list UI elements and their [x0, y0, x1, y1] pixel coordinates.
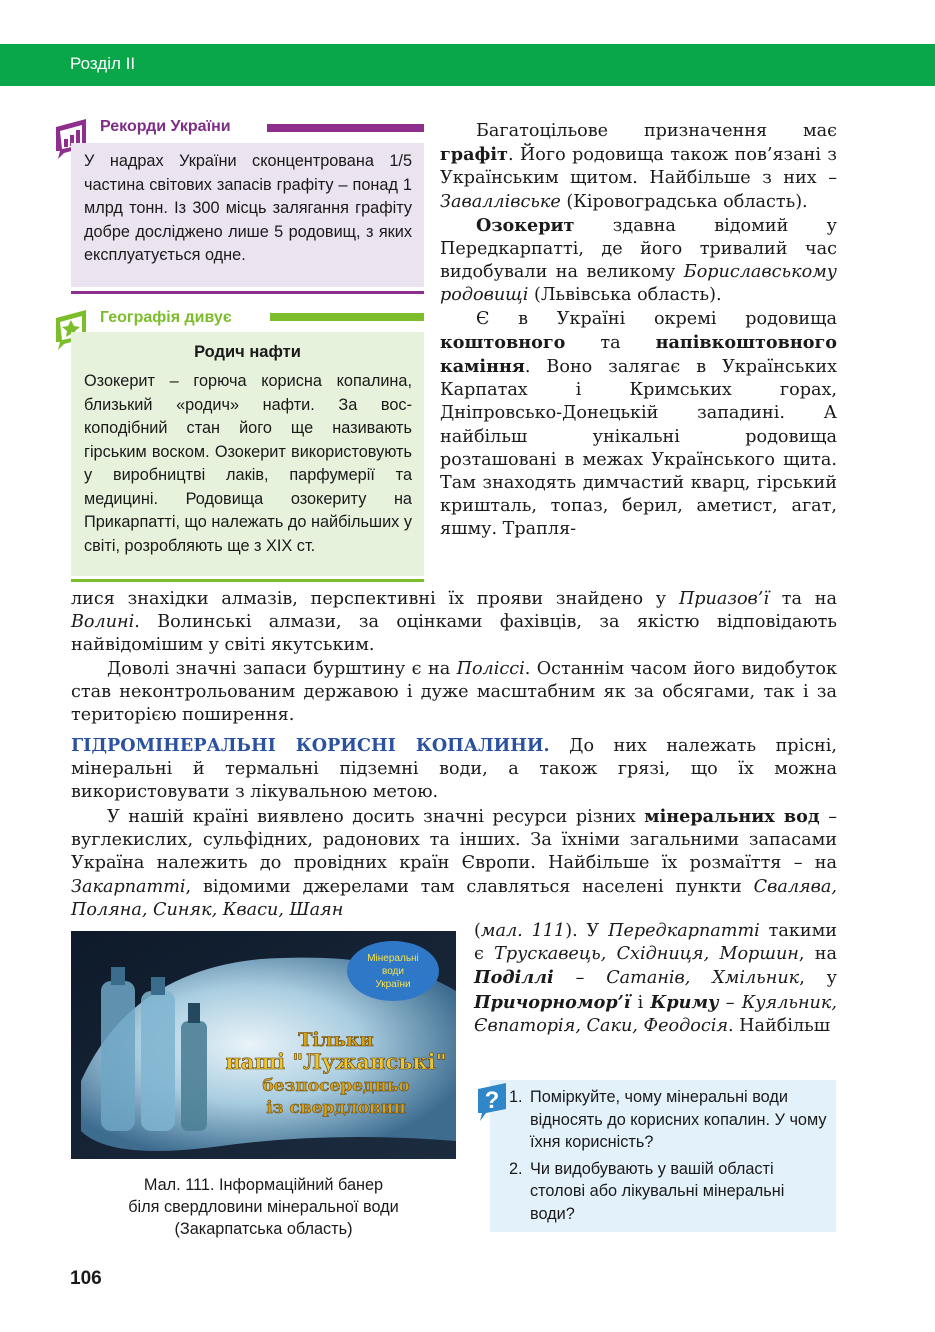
figure-reference: мал. 111 [480, 921, 566, 941]
paragraph-resorts [474, 920, 837, 1038]
text-run: такими є [474, 921, 838, 965]
text-run: , у [799, 968, 837, 989]
place-prychornomoria: Причорномор’ї [474, 991, 631, 1013]
text-run: До них належать прісні, мінеральні й термальні підземні води, а також грязі, що їх можна використовувати з лікувальною метою. [71, 736, 837, 803]
banner-photo [71, 931, 456, 1159]
question-number: 2. [509, 1159, 523, 1178]
records-title-line [267, 124, 424, 132]
banner-line-4: із свердловин [266, 1098, 406, 1118]
records-box-rule [71, 291, 424, 294]
figure-caption [71, 1174, 456, 1240]
place-pryazovia: Приазов’ї [678, 589, 770, 609]
text-run: . Воно залягає в Українських Карпатах і Кримських горах, Дніпровсько-Донецькій западині. А найбільш унікальні родовища розташовані в межах Українського щита. Там знаходять димчастий кварц, гірський кришталь, топаз, берил, аметист, агат, яшму. Трапля- [440, 357, 837, 540]
section-label: Розділ ІІ [70, 54, 136, 73]
place-zakarpattia: Закарпатті [71, 876, 186, 897]
geography-box-subtitle: Родич нафти [194, 343, 301, 361]
geography-title-line [270, 313, 424, 321]
text-run: . Останнім часом його видобуток став неконтрольованим державою і дуже масштабним як за обсягами, так і за територією поширення. [71, 658, 837, 726]
paragraph-diamonds [71, 588, 837, 658]
geography-box-title: Географія дивує [100, 309, 232, 326]
paragraph-hydromineral [71, 734, 837, 805]
place-volyn: Волині [71, 612, 135, 633]
text-run: здавна відомий у Передкарпатті, де його тривалий час видобували на великому [440, 215, 837, 283]
term-graphite: графіт [440, 144, 508, 166]
full-width-text-3 [71, 805, 837, 922]
text-run: – [553, 968, 607, 989]
place-crimea: Криму [650, 991, 719, 1013]
places-list-zakarpattia: Свалява, Поляна, Синяк, Кваси, Шаян [71, 876, 837, 920]
text-run: . Волинські алмази, за оцінками фахівців, за якістю відповідають найвідомішим у світі якутським. [71, 612, 837, 656]
question-text: Поміркуйте, чому мінеральні води відносять до корисних копалин. У чому їхня корисність? [530, 1088, 827, 1151]
caption-line-3: (Закарпатська область) [174, 1220, 353, 1238]
term-semiprecious-stones: напівкоштовного каміння [440, 331, 837, 378]
paragraph-graphite [440, 120, 837, 214]
question-number: 1. [509, 1088, 523, 1106]
caption-line-2: біля свердловини мінеральної води [128, 1198, 399, 1216]
right-column-text-2 [474, 920, 837, 1038]
questions-list [509, 1086, 829, 1229]
full-width-text-1 [71, 588, 837, 727]
question-text: Чи видобувають у вашій області столові або лікувальні мінеральні води? [530, 1159, 785, 1223]
text-run: ( [474, 921, 481, 941]
places-list-prykarpattia: Трускавець, Східниця, Моршин [494, 944, 799, 965]
text-run: , відомими джерелами там славляться населені пункти [185, 876, 754, 897]
geography-box-rule [71, 579, 424, 582]
text-run: – [718, 992, 742, 1013]
caption-line-1: Мал. 111. Інформаційний банер [143, 1176, 384, 1194]
badge-line-2: води [382, 966, 404, 977]
text-run: ). У [565, 921, 609, 941]
banner-line-1: Тільки [298, 1029, 374, 1051]
paragraph-amber [71, 658, 837, 728]
term-mineral-waters: мінеральних вод [644, 806, 820, 827]
right-column-text [440, 120, 837, 542]
question-item [509, 1158, 829, 1226]
text-run: лися знахідки алмазів, перспективні їх прояви знайдено у [71, 589, 679, 609]
places-list-podillia: Сатанів, Хмільник [606, 968, 800, 989]
svg-text:?: ? [484, 1087, 500, 1114]
text-run: Багатоцільове призначення має [476, 121, 837, 141]
question-mark-icon [474, 1079, 512, 1123]
place-podillia: Поділлі [474, 967, 554, 989]
geography-box-text: Озокерит – горюча корисна копалина, близький «родич» нафти. За воскоподібний стан його ще називають гірським воском. Озокерит використовують у виробництві лаків, парфумерії та медицині. Родовища озокериту на Прикарпатті, що належать до найбільших у світі, розробляють ще з ХІХ ст. [84, 372, 412, 555]
places-list-crimea: Куяльник, Євпаторія, Саки, Феодосія [474, 992, 837, 1036]
full-width-text-2 [71, 734, 837, 805]
text-run: (Кіровоградська область). [560, 191, 808, 212]
records-box-title: Рекорди України [100, 118, 231, 135]
text-run: і [630, 992, 651, 1013]
section-heading-hydromineral: ГІДРОМІНЕРАЛЬНІ КОРИСНІ КОПАЛИНИ. [71, 735, 550, 756]
text-run: та на [769, 589, 837, 609]
place-boryslav: Бориславському родовищі [440, 262, 837, 306]
place-prykarpattia: Передкарпатті [608, 921, 760, 941]
records-box-text: У надрах України сконцентрована 1/5 частина світових запасів графіту – понад 1 млрд тонн. Із 300 місць залягання графіту добре досліджено лише 5 родовищ, з яких експлуатується одне. [84, 152, 412, 264]
text-run: – вуглекислих, сульфідних, радонових та інших. За їхніми загальними запасами Україна належить до провідних країн Європи. Найбільше їх розмаїття – на [71, 807, 837, 874]
paragraph-mineral-waters [71, 805, 837, 922]
banner-line-2: наші "Лужанські" [225, 1049, 447, 1074]
text-run: . Найбільш [727, 1015, 831, 1036]
place-polissia: Поліссі [456, 658, 525, 679]
text-run: (Львівська область). [528, 285, 722, 306]
text-run: Є в Україні окремі родовища [476, 308, 837, 329]
question-item [509, 1086, 829, 1154]
text-run: Доволі значні запаси бурштину є на [107, 658, 457, 679]
text-run: та [565, 332, 656, 353]
term-precious: коштовного [440, 331, 566, 353]
banner-line-3: безпосередньо [262, 1076, 410, 1096]
term-ozokerite: Озокерит [476, 214, 575, 236]
text-run: У нашій країні виявлено досить значні ресурси різних [107, 807, 645, 827]
text-run: , на [798, 944, 837, 965]
paragraph-ozokerite [440, 214, 837, 308]
text-run: . Його родовища також пов’язані з Українським щитом. Найбільше з них – [440, 145, 837, 189]
section-header-bar [0, 44, 935, 86]
badge-line-3: України [375, 979, 411, 990]
place-zavallivske: Заваллівське [440, 191, 561, 212]
badge-line-1: Мінеральні [367, 953, 419, 964]
page-number: 106 [70, 1268, 102, 1289]
paragraph-gemstones [440, 308, 837, 542]
